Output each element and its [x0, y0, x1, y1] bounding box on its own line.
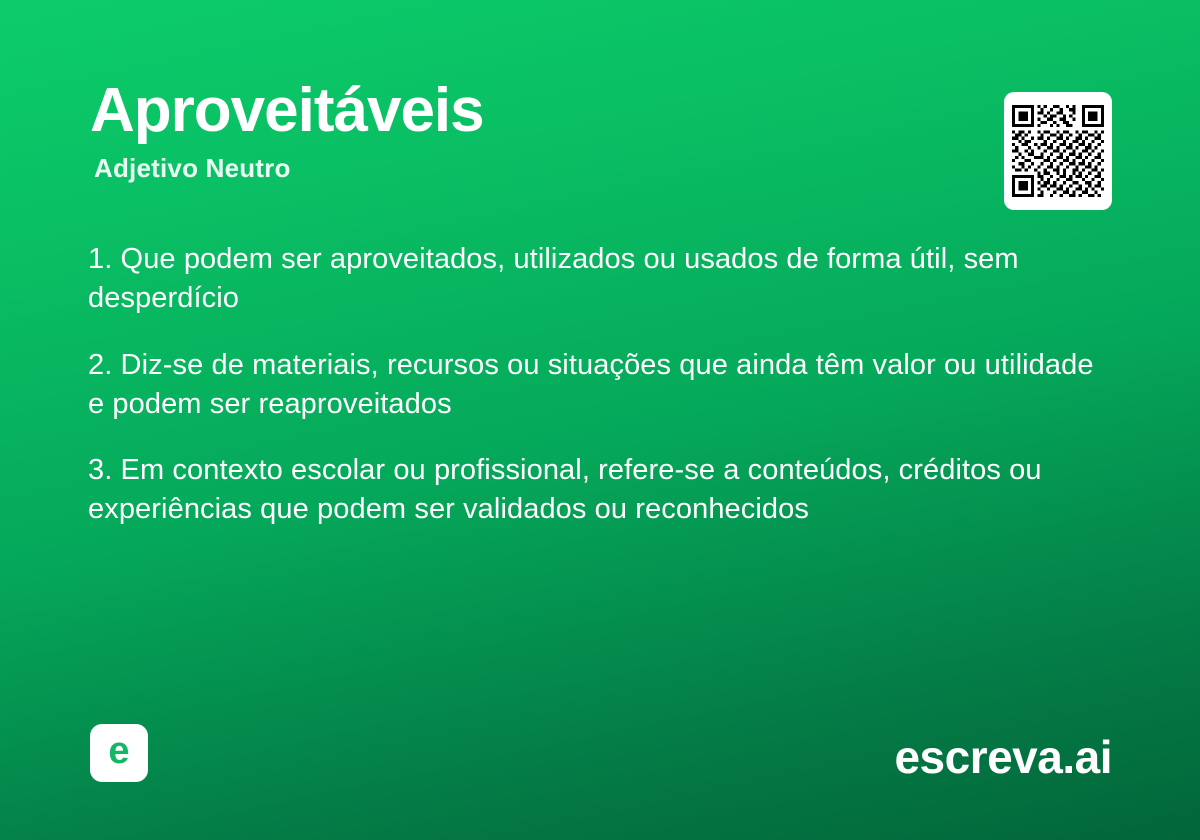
- qr-code-icon[interactable]: [1004, 92, 1112, 210]
- brand-name: escreva.ai: [894, 731, 1112, 783]
- grammar-class-label: Adjetivo Neutro: [94, 153, 291, 184]
- definition-list: [88, 240, 1113, 557]
- page-title: Aproveitáveis: [90, 76, 484, 145]
- logo-icon: [90, 724, 148, 782]
- card-header: [90, 78, 1110, 184]
- logo-letter: e: [108, 730, 130, 772]
- list-item: 2. Diz-se de materiais, recursos ou situações que ainda têm valor ou utilidade e podem ser reaproveitados: [88, 348, 1094, 420]
- qr-code-graphic: [1012, 105, 1104, 197]
- list-item: 1. Que podem ser aproveitados, utilizados ou usados de forma útil, sem desperdício: [88, 243, 1019, 314]
- list-item: 3. Em contexto escolar ou profissional, refere-se a conteúdos, créditos ou experiências que podem ser validados ou reconhecidos: [88, 454, 1042, 526]
